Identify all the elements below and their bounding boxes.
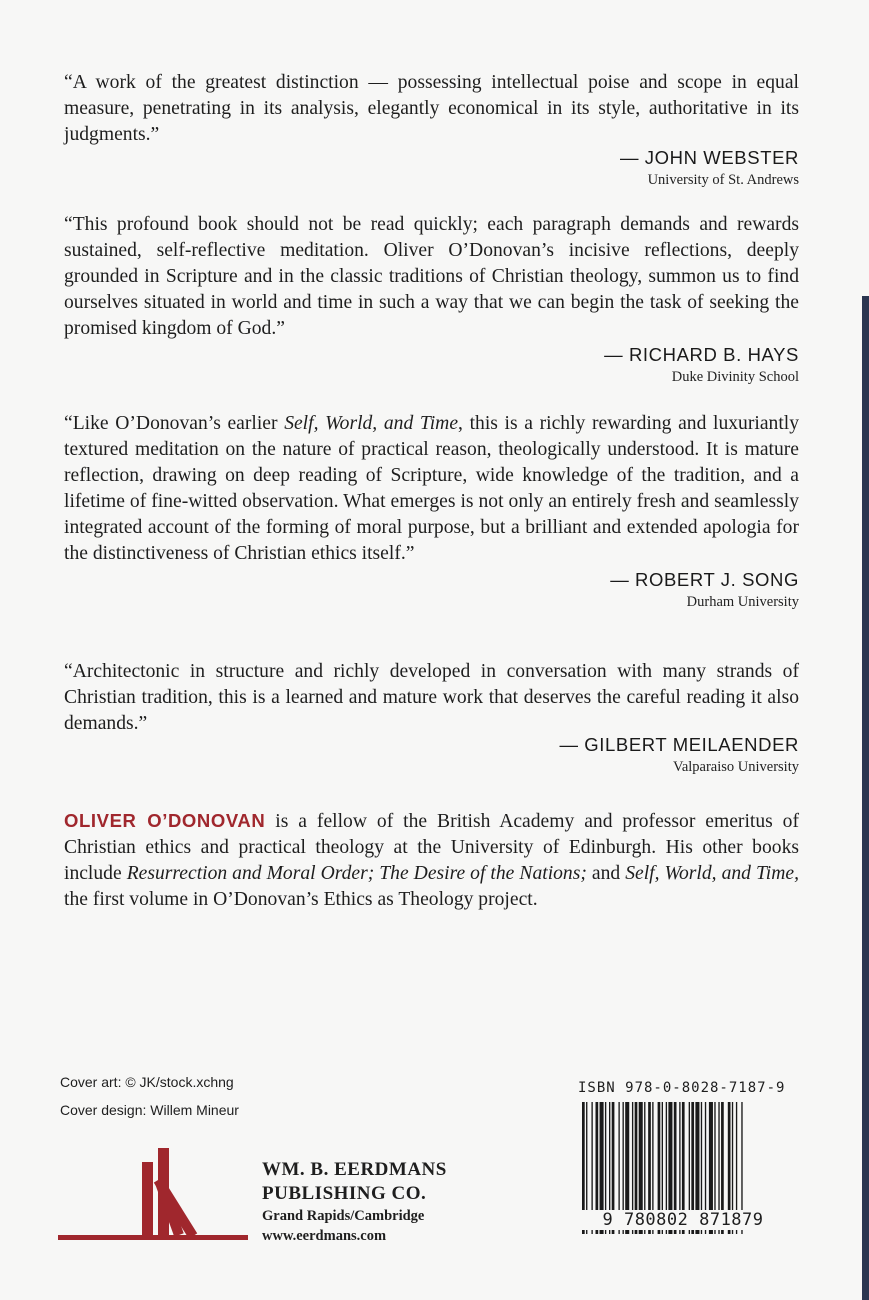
blurb-author: — ROBERT J. SONG bbox=[610, 569, 799, 590]
book-titles-italic: Resurrection and Moral Order; The Desire of the Nations; bbox=[126, 863, 587, 884]
author-bio bbox=[64, 808, 799, 913]
spine-edge bbox=[862, 296, 869, 1300]
bio-text: and bbox=[586, 863, 626, 884]
isbn-label: ISBN 978-0-8028-7187-9 bbox=[578, 1080, 786, 1096]
cover-art-credit: Cover art: © JK/stock.xchng bbox=[60, 1074, 234, 1090]
author-name: OLIVER O’DONOVAN bbox=[64, 810, 266, 831]
blurb-affiliation: Duke Divinity School bbox=[671, 369, 799, 385]
blurb-affiliation: Durham University bbox=[686, 594, 799, 610]
blurb-attribution bbox=[64, 733, 799, 777]
eerdmans-logo-icon bbox=[58, 1140, 248, 1250]
blurb-meilaender bbox=[64, 659, 799, 777]
cover-design-credit: Cover design: Willem Mineur bbox=[60, 1102, 239, 1118]
blurb-quote: “Architectonic in structure and richly developed in conversation with many strands of Christian tradition, this is a learned and mature work that deserves the careful reading it also demands.” bbox=[64, 661, 799, 734]
bio-text: the first volume in O’Donovan’s Ethics as Theology project. bbox=[64, 889, 538, 910]
publisher-website: www.eerdmans.com bbox=[262, 1228, 387, 1244]
blurb-quote-part: “Like O’Donovan’s earlier bbox=[64, 413, 285, 434]
blurb-quote: “This profound book should not be read quickly; each paragraph demands and rewards sustained, self-reflective meditation. Oliver O’Donovan’s incisive reflections, deeply grounded in Scripture and in the classic traditions of Christian theology, summon us to find ourselves situated in world and time in such a way that we can begin the task of seeking the promised kingdom of God.” bbox=[64, 214, 799, 339]
publisher-block bbox=[262, 1158, 447, 1246]
blurb-attribution bbox=[64, 568, 799, 612]
book-title-italic: Self, World, and Time, bbox=[625, 863, 799, 884]
bio-text: is a fellow of the British Academy and professor emeritus of Christian ethics and practical theology at the University of Edinburgh. His other books include bbox=[64, 811, 799, 884]
blurb-attribution bbox=[64, 343, 799, 387]
blurb-webster bbox=[64, 70, 799, 190]
blurb-quote: “A work of the greatest distinction — possessing intellectual poise and scope in equal measure, penetrating in its analysis, elegantly economical in its style, authoritative in its judgments.” bbox=[64, 72, 799, 145]
blurb-author: — RICHARD B. HAYS bbox=[604, 344, 799, 365]
blurb-affiliation: University of St. Andrews bbox=[647, 172, 799, 188]
publisher-location: Grand Rapids/Cambridge bbox=[262, 1208, 425, 1224]
blurb-quote-part: , this is a richly rewarding and luxuriantly textured meditation on the nature of practical reason, theologically understood. It is mature reflection, drawing on deep reading of Scripture, wide knowledge of the tradition, and a lifetime of fine-witted observation. What emerges is not only an entirely fresh and seamlessly integrated account of the forming of moral purpose, but a brilliant and extended apologia for the distinctiveness of Christian ethics itself.” bbox=[64, 413, 800, 564]
blurb-author: — JOHN WEBSTER bbox=[619, 147, 799, 168]
cover-credits bbox=[60, 1068, 239, 1124]
barcode-digits: 9 780802 871879 bbox=[578, 1210, 788, 1230]
blurb-attribution bbox=[64, 146, 799, 190]
blurb-author: — GILBERT MEILAENDER bbox=[559, 734, 799, 755]
book-title-italic: Self, World, and Time bbox=[284, 413, 459, 434]
publisher-name: WM. B. EERDMANS bbox=[262, 1159, 447, 1180]
blurb-hays bbox=[64, 212, 799, 387]
blurb-quote bbox=[64, 411, 799, 567]
blurb-song bbox=[64, 411, 799, 612]
blurb-affiliation: Valparaiso University bbox=[672, 759, 799, 775]
publisher-name-2: PUBLISHING CO. bbox=[262, 1183, 427, 1204]
